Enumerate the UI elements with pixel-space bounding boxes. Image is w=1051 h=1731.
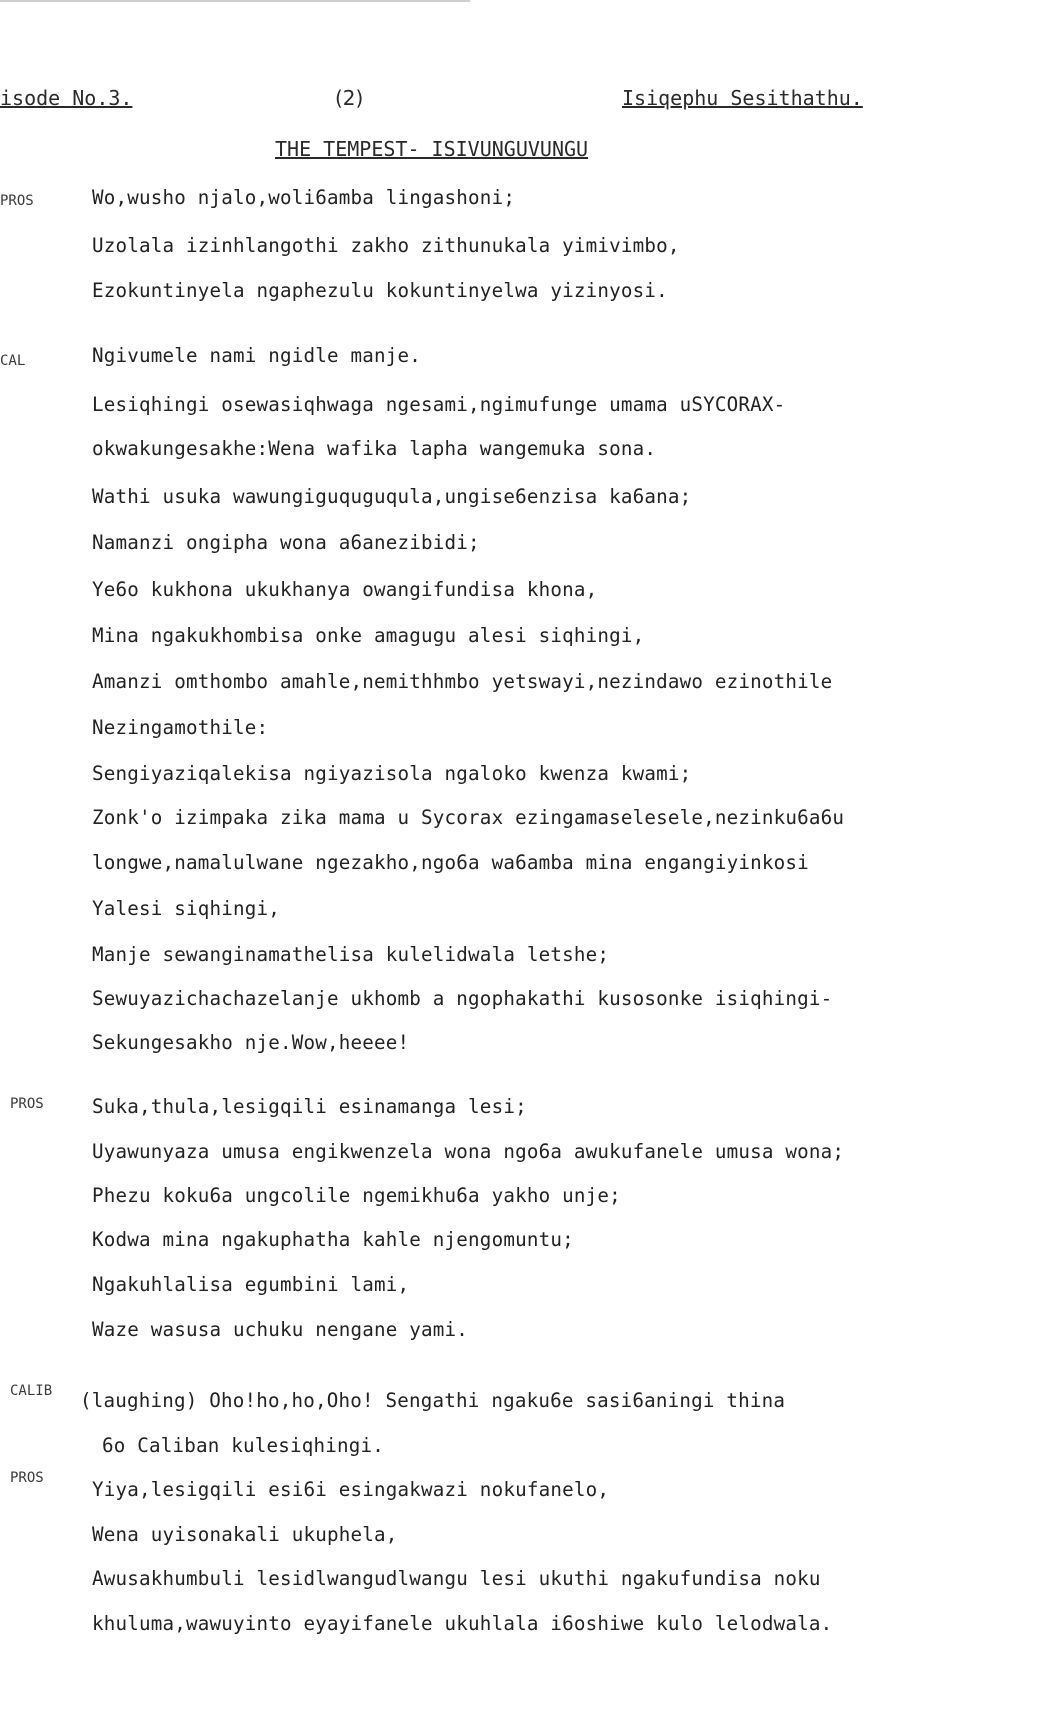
dialogue-line: Waze wasusa uchuku nengane yami. xyxy=(92,1318,469,1341)
dialogue-line: longwe,namalulwane ngezakho,ngo6a wa6amba mina engangiyinkosi xyxy=(92,851,809,874)
dialogue-line: Wathi usuka wawungiguquguqula,ungise6enzisa ka6ana; xyxy=(92,485,692,508)
dialogue-line: Zonk'o izimpaka zika mama u Sycorax ezingamaselesele,nezinku6a6u xyxy=(92,806,845,829)
speaker-label: CAL xyxy=(0,353,26,369)
dialogue-line: Lesiqhingi osewasiqhwaga ngesami,ngimufunge umama uSYCORAX- xyxy=(92,393,786,416)
dialogue-line: khuluma,wawuyinto eyayifanele ukuhlala i6oshiwe kulo lelodwala. xyxy=(92,1612,833,1635)
dialogue-line: 6o Caliban kulesiqhingi. xyxy=(102,1434,385,1457)
dialogue-line: Awusakhumbuli lesidlwangudlwangu lesi ukuthi ngakufundisa noku xyxy=(92,1567,821,1590)
dialogue-line: Ezokuntinyela ngaphezulu kokuntinyelwa yizinyosi. xyxy=(92,279,668,302)
dialogue-line: Mina ngakukhombisa onke amagugu alesi siqhingi, xyxy=(92,624,645,647)
dialogue-line: Suka,thula,lesigqili esinamanga lesi; xyxy=(92,1095,527,1118)
dialogue-line: Amanzi omthombo amahle,nemithhmbo yetswayi,nezindawo ezinothile xyxy=(92,670,833,693)
episode-number: isode No.3. xyxy=(0,86,133,110)
episode-title-zulu: Isiqephu Sesithathu. xyxy=(622,86,863,110)
dialogue-line: Ngakuhlalisa egumbini lami, xyxy=(92,1273,410,1296)
dialogue-line: Wena uyisonakali ukuphela, xyxy=(92,1523,398,1546)
dialogue-line: Uzolala izinhlangothi zakho zithunukala yimivimbo, xyxy=(92,234,680,257)
dialogue-line: Uyawunyaza umusa engikwenzela wona ngo6a awukufanele umusa wona; xyxy=(92,1140,845,1163)
dialogue-line: Kodwa mina ngakuphatha kahle njengomuntu; xyxy=(92,1228,574,1251)
dialogue-line: Ngivumele nami ngidle manje. xyxy=(92,344,422,367)
dialogue-line: Ye6o kukhona ukukhanya owangifundisa khona, xyxy=(92,578,598,601)
dialogue-line: okwakungesakhe:Wena wafika lapha wangemuka sona. xyxy=(92,437,657,460)
speaker-label: CALIB xyxy=(10,1383,53,1399)
dialogue-line: Sewuyazichachazelanje ukhomb a ngophakathi kusosonke isiqhingi- xyxy=(92,987,833,1010)
dialogue-line: Yiya,lesigqili esi6i esingakwazi nokufanelo, xyxy=(92,1478,610,1501)
dialogue-line: Namanzi ongipha wona a6anezibidi; xyxy=(92,531,480,554)
speaker-label: PROS xyxy=(0,193,34,209)
dialogue-line: Wo,wusho njalo,woli6amba lingashoni; xyxy=(92,186,516,209)
dialogue-line: (laughing) Oho!ho,ho,Oho! Sengathi ngaku6e sasi6aningi thina xyxy=(80,1389,786,1412)
dialogue-line: Nezingamothile: xyxy=(92,716,269,739)
paper-edge xyxy=(0,0,470,2)
dialogue-line: Yalesi siqhingi, xyxy=(92,897,281,920)
play-title: THE TEMPEST- ISIVUNGUVUNGU xyxy=(275,137,589,161)
speaker-label: PROS xyxy=(10,1096,44,1112)
dialogue-line: Sengiyaziqalekisa ngiyazisola ngaloko kwenza kwami; xyxy=(92,762,692,785)
speaker-label: PROS xyxy=(10,1470,44,1486)
dialogue-line: Manje sewanginamathelisa kulelidwala letshe; xyxy=(92,943,610,966)
dialogue-line: Sekungesakho nje.Wow,heeee! xyxy=(92,1031,410,1054)
dialogue-line: Phezu koku6a ungcolile ngemikhu6a yakho unje; xyxy=(92,1184,621,1207)
page-number: (2) xyxy=(335,86,364,110)
